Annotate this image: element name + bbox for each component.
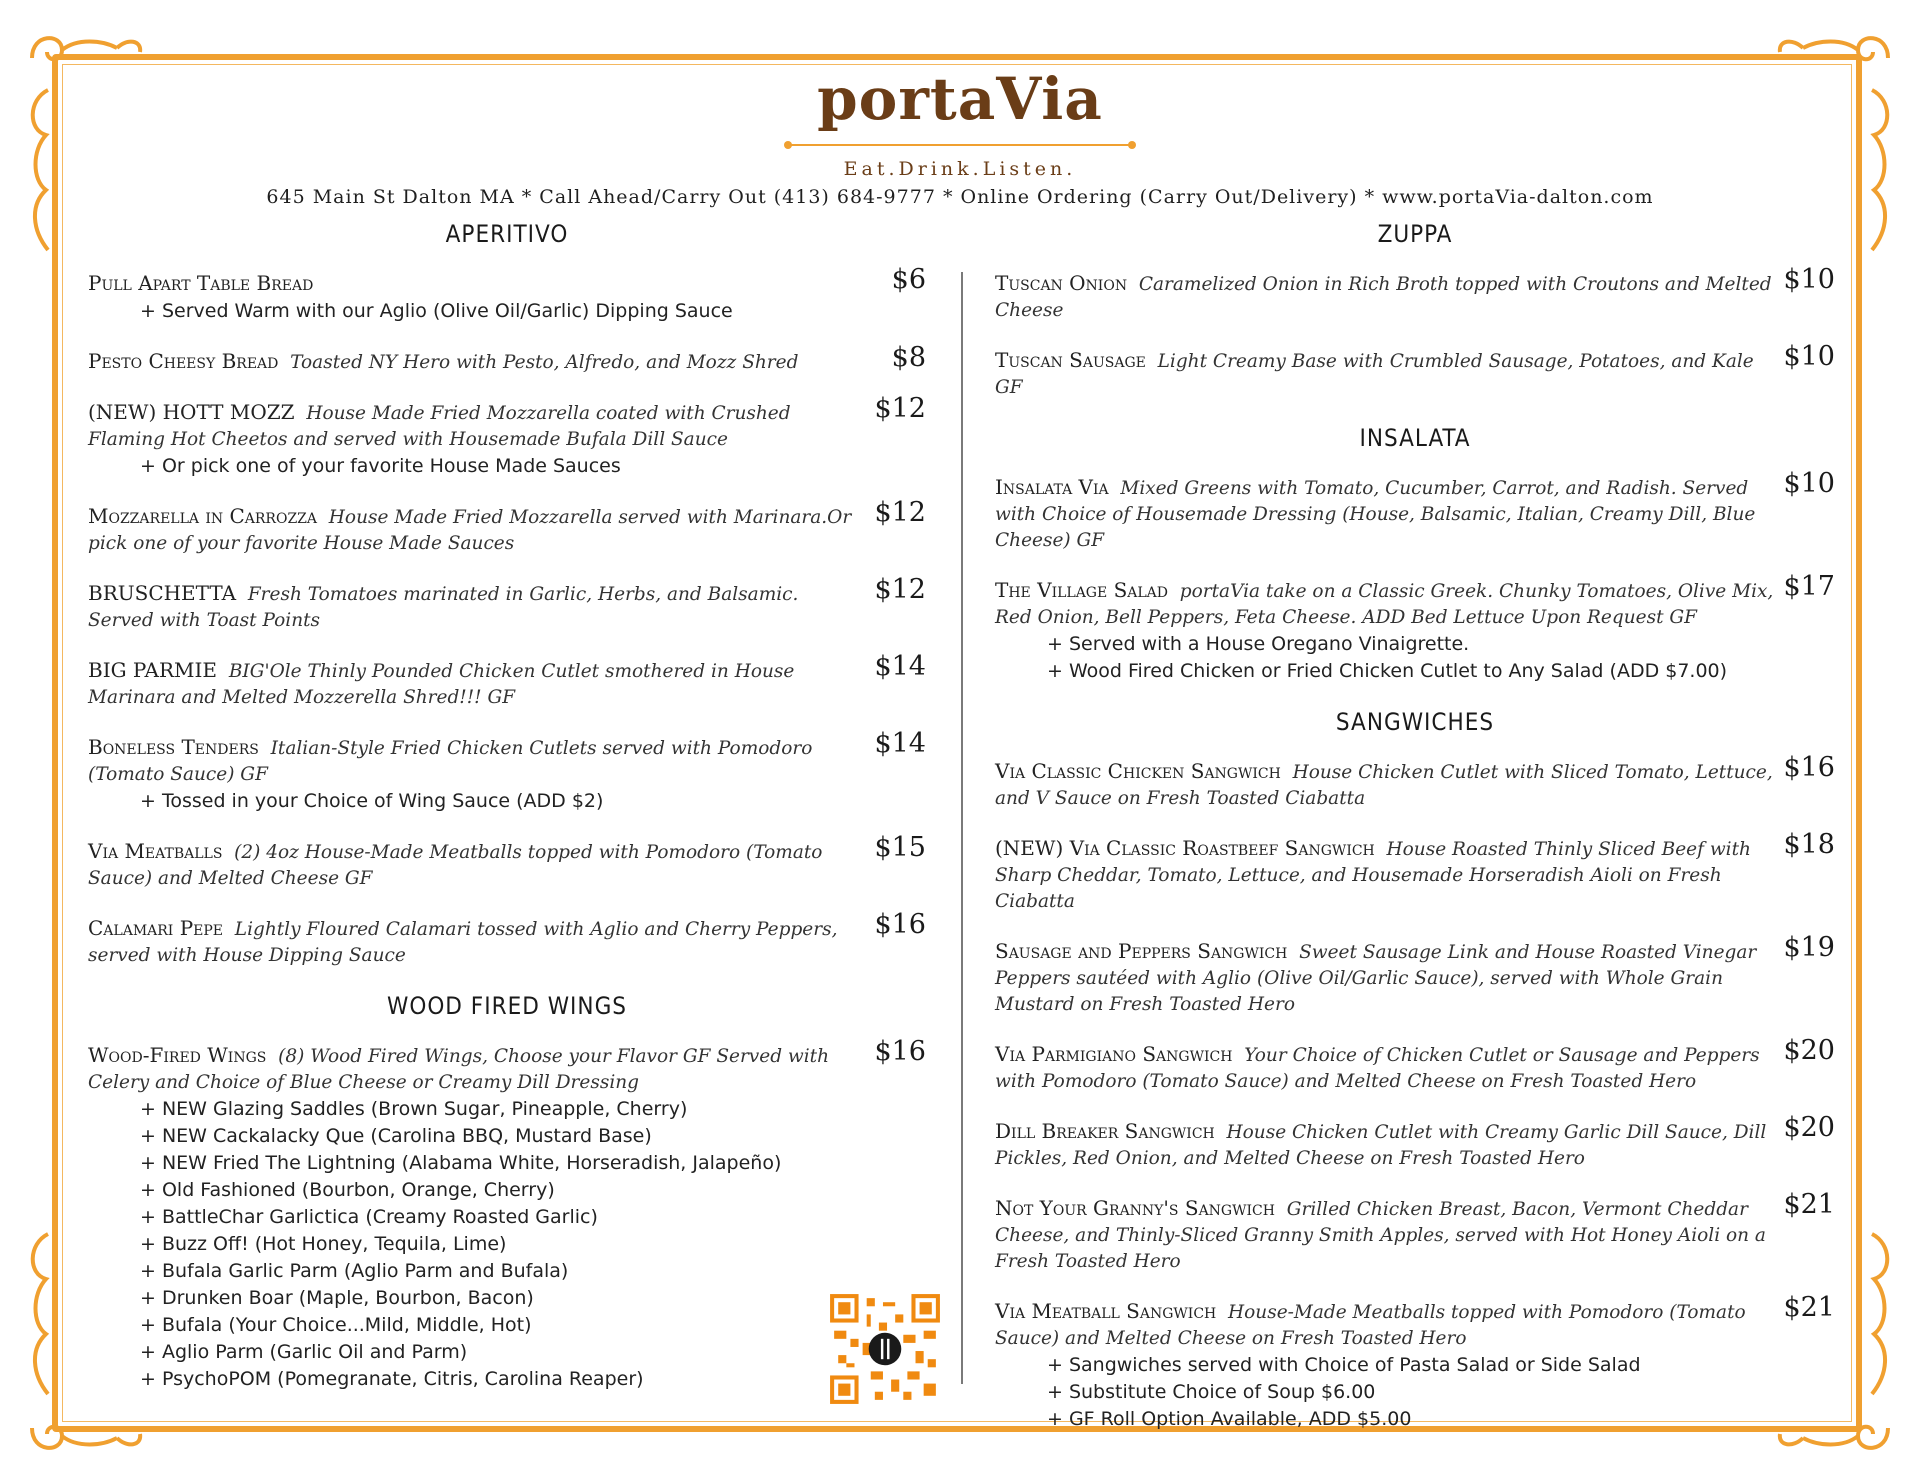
menu-item-text <box>995 474 1775 554</box>
menu-item-text <box>88 838 866 892</box>
menu-item-price: $21 <box>1783 1292 1835 1323</box>
menu-item-text <box>995 835 1775 915</box>
menu-item-text <box>88 734 866 788</box>
menu-item <box>995 1292 1835 1433</box>
menu-item-text <box>88 580 866 634</box>
aperitivo-list <box>88 264 926 969</box>
menu-item-name: Via Meatball Sangwich <box>995 1299 1217 1323</box>
menu-item-text <box>88 503 866 557</box>
menu-item-description: Light Creamy Base with Crumbled Sausage, Potatoes, and Kale GF <box>995 351 1754 398</box>
menu-item-text <box>995 270 1775 324</box>
menu-item-name: Wood-Fired Wings <box>88 1043 267 1067</box>
menu-item <box>88 342 926 376</box>
menu-item <box>995 1035 1835 1095</box>
menu-item-price: $12 <box>874 497 926 528</box>
menu-item-description: House-Made Meatballs topped with Pomodoro (Tomato Sauce) and Melted Cheese on Fresh Toasted Hero <box>995 1302 1746 1349</box>
menu-item-description: House Made Fried Mozzarella coated with Crushed Flaming Hot Cheetos and served with Housemade Bufala Dill Sauce <box>88 403 791 450</box>
menu-item-option: + Wood Fired Chicken or Fried Chicken Cutlet to Any Salad (ADD $7.00) <box>1047 660 1728 682</box>
menu-item-name: BRUSCHETTA <box>88 581 237 605</box>
menu-item <box>995 752 1835 812</box>
menu-item <box>88 264 926 325</box>
menu-item-name: Dill Breaker Sangwich <box>995 1119 1215 1143</box>
menu-item-name: Boneless Tenders <box>88 735 259 759</box>
menu-item-text <box>995 1118 1775 1172</box>
menu-item <box>995 264 1835 324</box>
menu-item-price: $21 <box>1783 1189 1835 1220</box>
menu-item-price: $18 <box>1783 829 1835 860</box>
menu-item-name: (NEW) HOTT MOZZ <box>88 400 295 424</box>
menu-item-text <box>88 348 866 376</box>
menu-item-text <box>88 657 866 711</box>
menu-item-text <box>995 347 1775 401</box>
menu-item-price: $6 <box>891 264 926 295</box>
menu-item <box>995 1112 1835 1172</box>
menu-item-description: Fresh Tomatoes marinated in Garlic, Herbs, and Balsamic. Served with Toast Points <box>88 584 799 631</box>
menu-item-price: $14 <box>874 651 926 682</box>
menu-item-text <box>995 1298 1775 1352</box>
menu-item <box>88 574 926 634</box>
menu-item-price: $16 <box>874 1036 926 1067</box>
menu-item-option: + Or pick one of your favorite House Made Sauces <box>140 455 621 477</box>
menu-item <box>995 932 1835 1018</box>
section-title-wings: WOOD FIRED WINGS <box>386 992 628 1020</box>
menu-item <box>995 341 1835 401</box>
menu-item <box>88 909 926 969</box>
menu-item-option: + Old Fashioned (Bourbon, Orange, Cherry) <box>140 1179 555 1201</box>
menu-header <box>0 60 1920 208</box>
tagline: Eat.Drink.Listen. <box>843 158 1077 180</box>
menu-item-description: portaVia take on a Classic Greek. Chunky Tomatoes, Olive Mix, Red Onion, Bell Peppers, Feta Cheese. ADD Bed Lettuce Upon Request GF <box>995 581 1774 628</box>
section-title-insalata: INSALATA <box>1359 424 1471 452</box>
menu-item-description: House Chicken Cutlet with Creamy Garlic Dill Sauce, Dill Pickles, Red Onion, and Melted Cheese on Fresh Toasted Hero <box>995 1122 1767 1169</box>
menu-item-text <box>995 938 1775 1018</box>
menu-item-text <box>88 1042 866 1096</box>
menu-item <box>88 728 926 815</box>
menu-item-description: (2) 4oz House-Made Meatballs topped with Pomodoro (Tomato Sauce) and Melted Cheese GF <box>88 842 823 889</box>
menu-item-price: $20 <box>1783 1035 1835 1066</box>
menu-item-price: $10 <box>1783 468 1835 499</box>
menu-item <box>995 829 1835 915</box>
column-divider <box>961 272 963 1384</box>
menu-item <box>88 393 926 480</box>
menu-item-name: Not Your Granny's Sangwich <box>995 1196 1275 1220</box>
menu-item-text <box>88 915 866 969</box>
section-title-sangwiches: SANGWICHES <box>1335 708 1495 736</box>
menu-item-description: Your Choice of Chicken Cutlet or Sausage and Peppers with Pomodoro (Tomato Sauce) and Melted Cheese on Fresh Toasted Hero <box>995 1045 1760 1092</box>
menu-item-option: + PsychoPOM (Pomegranate, Citris, Carolina Reaper) <box>140 1368 644 1390</box>
menu-item <box>88 497 926 557</box>
menu-item-description: Lightly Floured Calamari tossed with Aglio and Cherry Peppers, served with House Dipping Sauce <box>88 919 838 966</box>
menu-item-text <box>995 1195 1775 1275</box>
cutlery-icon <box>869 1333 902 1366</box>
menu-item-price: $16 <box>874 909 926 940</box>
menu-item-price: $8 <box>891 342 926 373</box>
menu-item-text <box>995 577 1775 631</box>
menu-item-option: + Served Warm with our Aglio (Olive Oil/Garlic) Dipping Sauce <box>140 300 733 322</box>
menu-item-option: + Sangwiches served with Choice of Pasta Salad or Side Salad <box>1047 1354 1641 1376</box>
menu-item-name: The Village Salad <box>995 578 1169 602</box>
menu-item-option: + Served with a House Oregano Vinaigrette. <box>1047 633 1470 655</box>
side-ornament-left-bottom <box>18 1224 58 1404</box>
left-column <box>88 220 926 1416</box>
menu-item-description: Grilled Chicken Breast, Bacon, Vermont Cheddar Cheese, and Thinly-Sliced Granny Smith Apples, served with Hot Honey Aioli on a Fresh Toasted Hero <box>995 1199 1766 1272</box>
menu-item-text <box>88 399 866 453</box>
menu-item-price: $14 <box>874 728 926 759</box>
menu-item-description: (8) Wood Fired Wings, Choose your Flavor GF Served with Celery and Choice of Blue Cheese or Creamy Dill Dressing <box>88 1046 830 1093</box>
menu-item <box>995 1189 1835 1275</box>
menu-item-option: + Bufala (Your Choice...Mild, Middle, Hot) <box>140 1314 532 1336</box>
menu-item-name: Calamari Pepe <box>88 916 224 940</box>
menu-item <box>88 651 926 711</box>
menu-item-option: + GF Roll Option Available, ADD $5.00 <box>1047 1408 1412 1430</box>
menu-item-price: $15 <box>874 832 926 863</box>
menu-item <box>88 832 926 892</box>
menu-item-option: + Substitute Choice of Soup $6.00 <box>1047 1381 1376 1403</box>
menu-item-price: $10 <box>1783 341 1835 372</box>
menu-item-price: $17 <box>1783 571 1835 602</box>
menu-item-option: + Bufala Garlic Parm (Aglio Parm and Bufala) <box>140 1260 569 1282</box>
right-column <box>995 220 1835 1456</box>
address-line: 645 Main St Dalton MA * Call Ahead/Carry Out (413) 684-9777 * Online Ordering (Carry Out/Delivery) * www.portaVia-dalton.com <box>266 186 1654 208</box>
wings-list <box>88 1036 926 1393</box>
menu-item-option: + NEW Cackalacky Que (Carolina BBQ, Mustard Base) <box>140 1125 652 1147</box>
menu-item-description: Toasted NY Hero with Pesto, Alfredo, and Mozz Shred <box>290 352 799 373</box>
menu-item-name: Sausage and Peppers Sangwich <box>995 939 1288 963</box>
menu-item-name: Via Meatballs <box>88 839 223 863</box>
menu-item-option: + NEW Fried The Lightning (Alabama White, Horseradish, Jalapeño) <box>140 1152 782 1174</box>
menu-item-text <box>995 758 1775 812</box>
menu-item-price: $12 <box>874 393 926 424</box>
menu-item-description: House Roasted Thinly Sliced Beef with Sharp Cheddar, Tomato, Lettuce, and Housemade Horseradish Aioli on Fresh Ciabatta <box>995 839 1751 912</box>
menu-item-option: + BattleChar Garlictica (Creamy Roasted Garlic) <box>140 1206 598 1228</box>
menu-item-name: Tuscan Sausage <box>995 348 1146 372</box>
menu-item-description: House Chicken Cutlet with Sliced Tomato, Lettuce, and V Sauce on Fresh Toasted Ciabatta <box>995 762 1773 809</box>
corner-ornament-bottom-left <box>22 1408 172 1468</box>
section-title-aperitivo: APERITIVO <box>445 220 569 248</box>
side-ornament-right-bottom <box>1862 1224 1902 1404</box>
logo-rule <box>780 138 1140 152</box>
zuppa-list <box>995 264 1835 401</box>
menu-item-name: (NEW) Via Classic Roastbeef Sangwich <box>995 836 1375 860</box>
menu-item-price: $19 <box>1783 932 1835 963</box>
insalata-list <box>995 468 1835 685</box>
menu-item-name: Mozzarella in Carrozza <box>88 504 318 528</box>
sangwiches-list <box>995 752 1835 1433</box>
menu-item-text <box>995 1041 1775 1095</box>
restaurant-logo: portaVia <box>817 65 1103 133</box>
menu-item-description: Italian-Style Fried Chicken Cutlets served with Pomodoro (Tomato Sauce) GF <box>88 738 813 785</box>
menu-item <box>995 468 1835 554</box>
menu-item-name: BIG PARMIE <box>88 658 218 682</box>
qr-code-icon[interactable] <box>826 1290 944 1408</box>
menu-item-option: + Tossed in your Choice of Wing Sauce (ADD $2) <box>140 790 604 812</box>
menu-item-name: Insalata Via <box>995 475 1109 499</box>
menu-item-name: Via Classic Chicken Sangwich <box>995 759 1281 783</box>
menu-item-option: + Drunken Boar (Maple, Bourbon, Bacon) <box>140 1287 534 1309</box>
menu-item-price: $20 <box>1783 1112 1835 1143</box>
menu-item-option: + NEW Glazing Saddles (Brown Sugar, Pineapple, Cherry) <box>140 1098 688 1120</box>
menu-item-description: House Made Fried Mozzarella served with Marinara.Or pick one of your favorite House Made Sauces <box>88 507 852 554</box>
menu-item-name: Pull Apart Table Bread <box>88 271 314 295</box>
menu-item-description: Mixed Greens with Tomato, Cucumber, Carrot, and Radish. Served with Choice of Housemade Dressing (House, Balsamic, Italian, Creamy Dill, Blue Cheese) GF <box>995 478 1756 551</box>
menu-item-option: + Buzz Off! (Hot Honey, Tequila, Lime) <box>140 1233 507 1255</box>
menu-item-description: Caramelized Onion in Rich Broth topped with Croutons and Melted Cheese <box>995 274 1772 321</box>
menu-item-name: Via Parmigiano Sangwich <box>995 1042 1233 1066</box>
menu-item-option: + Aglio Parm (Garlic Oil and Parm) <box>140 1341 468 1363</box>
menu-item-name: Pesto Cheesy Bread <box>88 349 279 373</box>
section-title-zuppa: ZUPPA <box>1377 220 1453 248</box>
menu-item-description: BIG'Ole Thinly Pounded Chicken Cutlet smothered in House Marinara and Melted Mozzerella Shred!!! GF <box>88 661 795 708</box>
menu-item <box>995 571 1835 685</box>
menu-item <box>88 1036 926 1393</box>
menu-item-description: Sweet Sausage Link and House Roasted Vinegar Peppers sautéed with Aglio (Olive Oil/Garlic Sauce), served with Whole Grain Mustard on Fresh Toasted Hero <box>995 942 1757 1015</box>
menu-item-price: $16 <box>1783 752 1835 783</box>
menu-item-name: Tuscan Onion <box>995 271 1128 295</box>
menu-item-price: $12 <box>874 574 926 605</box>
menu-item-price: $10 <box>1783 264 1835 295</box>
menu-item-text <box>88 270 866 298</box>
